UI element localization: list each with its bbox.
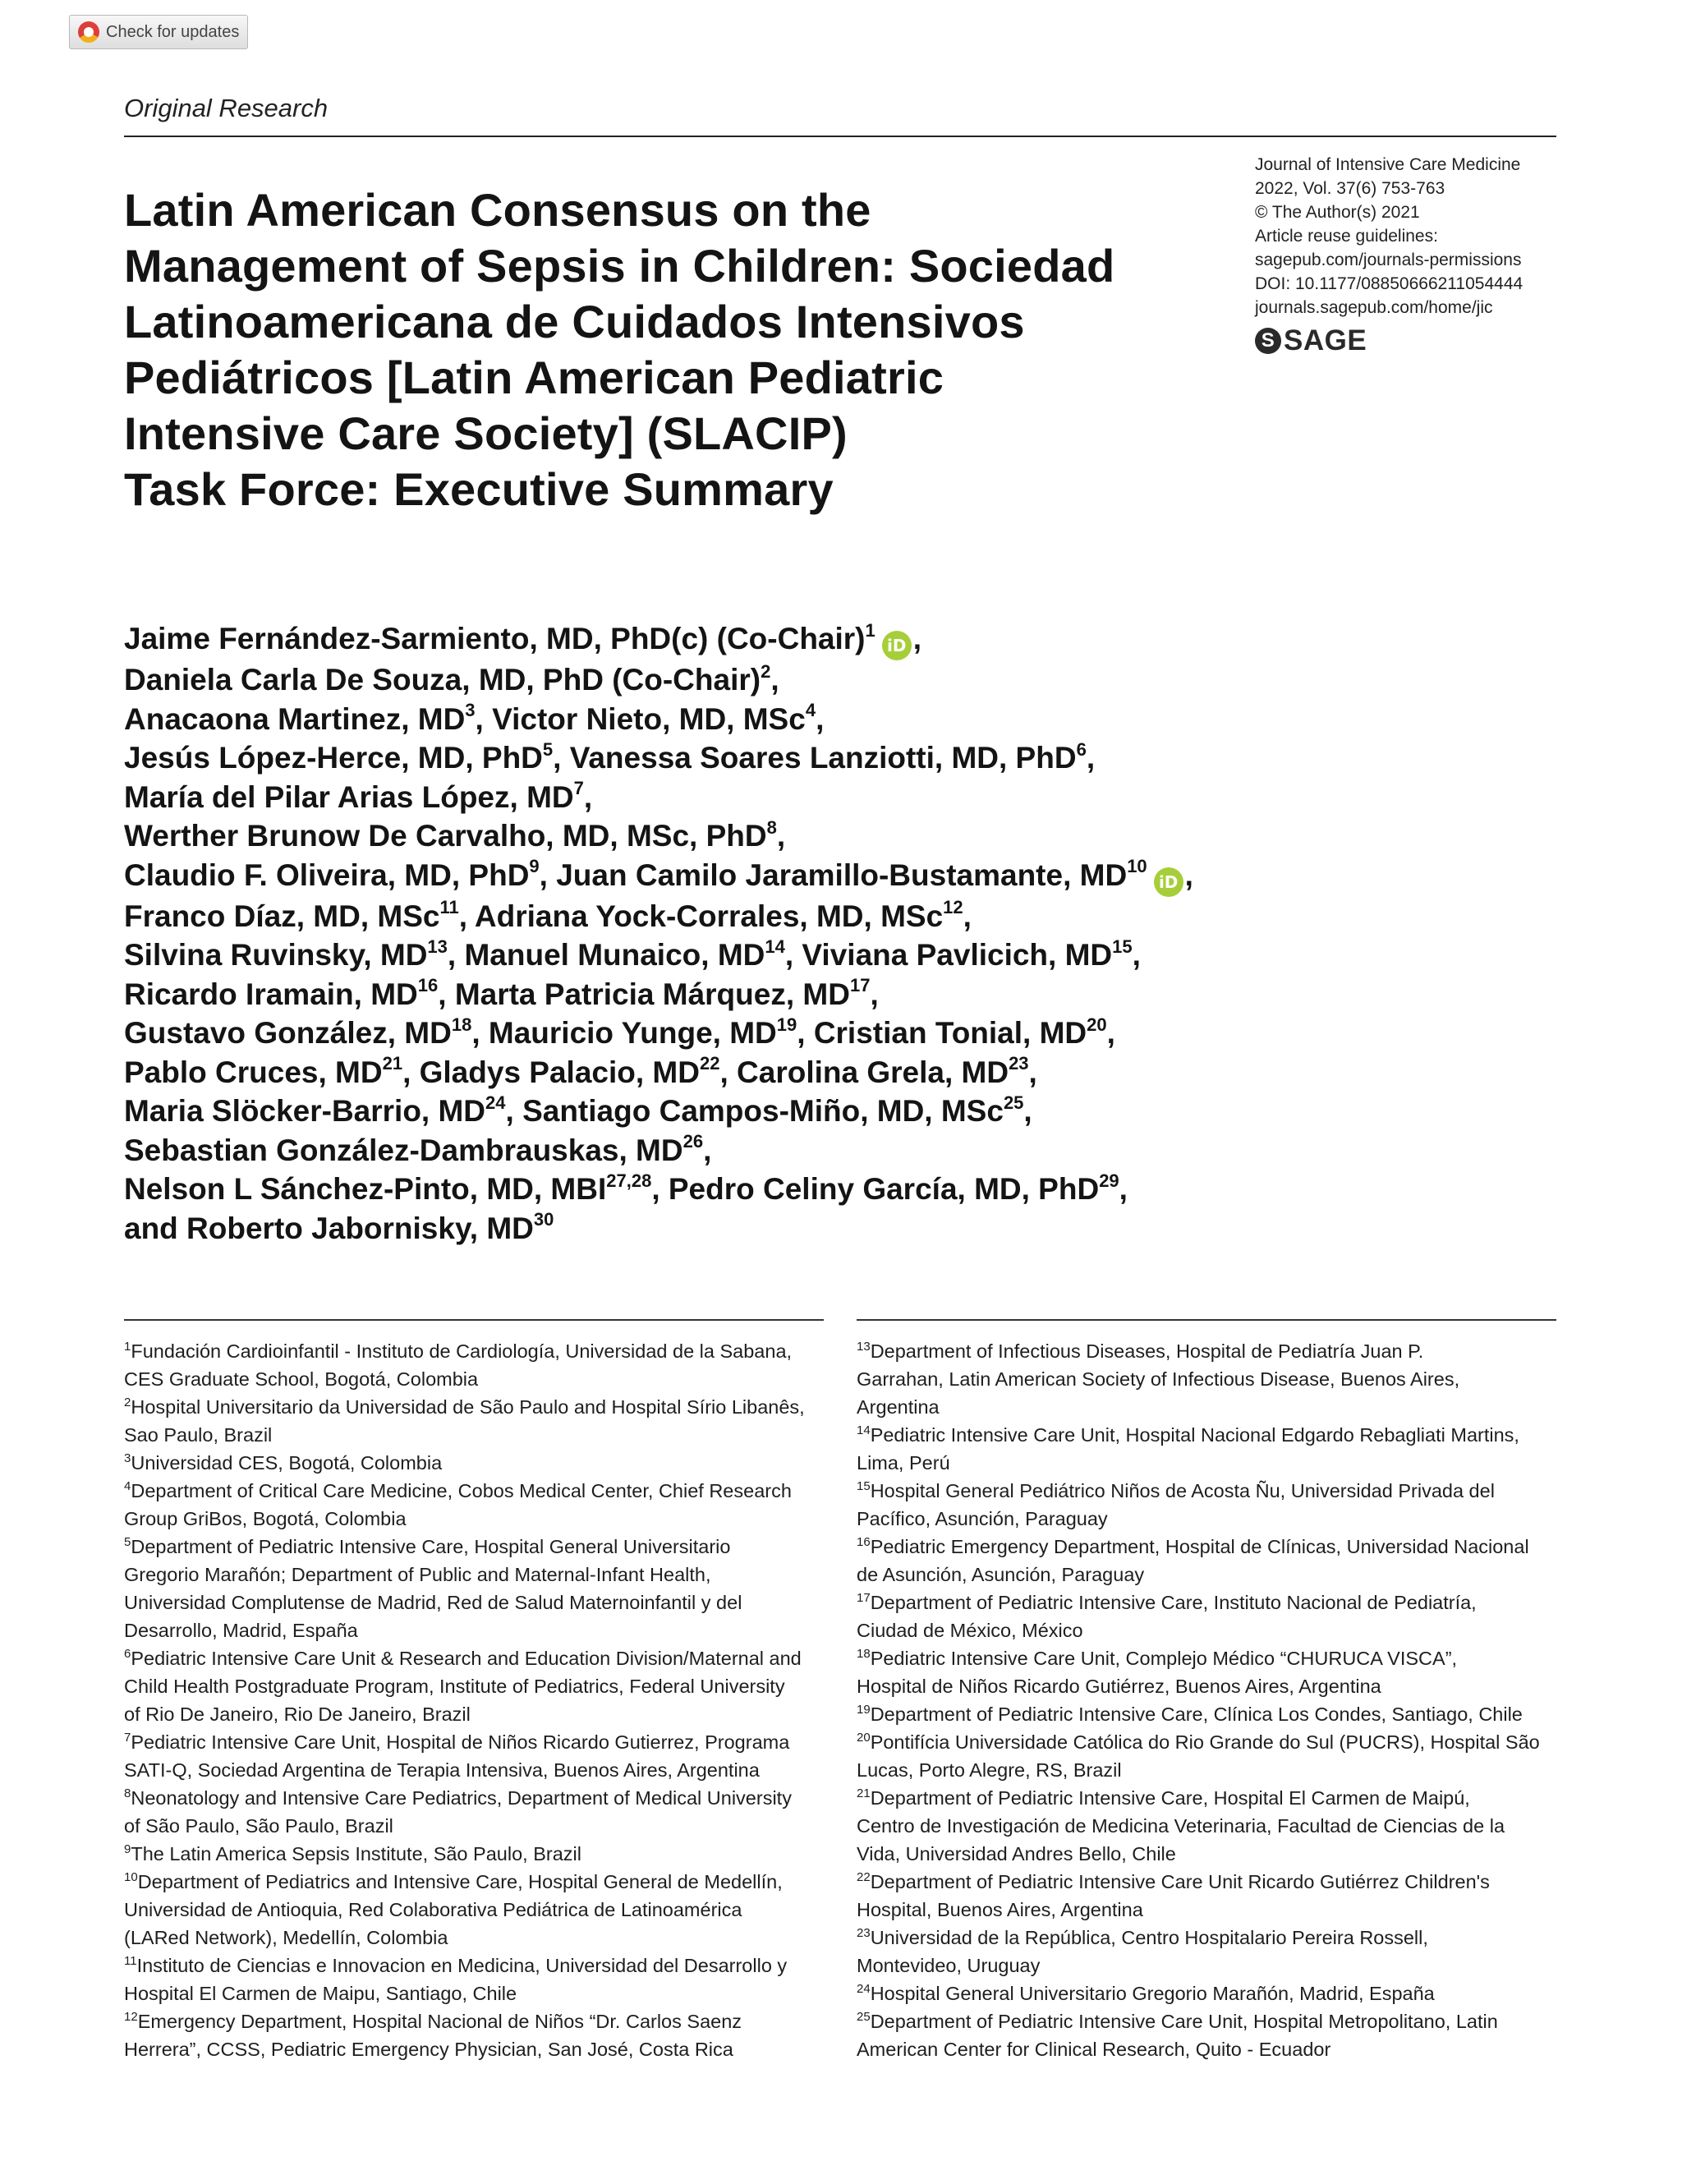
affiliation-entry — [124, 1784, 830, 1840]
affiliation-text: Fundación Cardioinfantil - Instituto de Cardiología, Universidad de la Sabana, — [131, 1340, 793, 1362]
affiliation-text: Department of Pediatrics and Intensive Care, Hospital General de Medellín, — [137, 1871, 783, 1892]
affiliation-entry — [857, 1728, 1563, 1784]
affiliation-text: Ciudad de México, México — [857, 1620, 1083, 1641]
author-name: Claudio F. Oliveira, MD, PhD — [124, 858, 530, 892]
affiliation-text: Hospital, Buenos Aires, Argentina — [857, 1899, 1143, 1920]
affiliation-marker: 20 — [1087, 1014, 1107, 1035]
affiliation-marker: 2 — [761, 660, 771, 682]
affiliation-text: Neonatology and Intensive Care Pediatrics, Department of Medical University — [131, 1787, 792, 1809]
affiliation-number: 22 — [857, 1870, 871, 1885]
affiliations-divider-right — [857, 1319, 1556, 1321]
author-name: Gladys Palacio, MD — [419, 1055, 700, 1089]
author-line: Werther Brunow De Carvalho, MD, MSc, PhD$^8$, — [124, 816, 786, 853]
sage-logo-text: SAGE — [1284, 324, 1367, 356]
copyright-notice: © The Author(s) 2021 — [1255, 203, 1420, 222]
affiliation-entry — [857, 1337, 1563, 1421]
affiliation-entry — [124, 1477, 830, 1533]
author-line: Silvina Ruvinsky, MD$^{13}$, Manuel Munaico, MD$^{14}$, Viviana Pavlicich, MD$^{15}$, — [124, 936, 1141, 972]
author-line: Claudio F. Oliveira, MD, PhD$^9$, Juan Camilo Jaramillo-Bustamante, MD$^{10}$iD , — [124, 856, 1257, 897]
affiliation-number: 16 — [857, 1535, 871, 1550]
author-name: María del Pilar Arias López, MD — [124, 779, 574, 814]
author-line: Sebastian González-Dambrauskas, MD$^{26}$, — [124, 1131, 712, 1167]
author-line: Jesús López-Herce, MD, PhD$^5$, Vanessa Soares Lanziotti, MD, PhD$^6$, — [124, 738, 1096, 775]
author-line: María del Pilar Arias López, $MD^7$, — [124, 778, 593, 814]
author-name: Manuel Munaico, MD — [464, 938, 765, 972]
author-name: Anacaona Martinez, MD — [124, 701, 466, 736]
author-name: Maria Slöcker-Barrio, MD — [124, 1094, 486, 1128]
affiliation-entry — [857, 1644, 1563, 1700]
affiliation-marker: 8 — [766, 816, 777, 838]
affiliation-marker: 9 — [529, 856, 540, 877]
author-list — [124, 619, 1257, 1248]
check-for-updates-button[interactable] — [69, 15, 248, 49]
affiliation-text: Pediatric Intensive Care Unit, Hospital Nacional Edgardo Rebagliati Martins, — [870, 1424, 1519, 1446]
affiliation-text: Montevideo, Uruguay — [857, 1955, 1041, 1976]
orcid-icon[interactable]: iD — [882, 631, 912, 660]
affiliation-text: Child Health Postgraduate Program, Institute of Pediatrics, Federal University — [124, 1676, 785, 1697]
affiliation-marker: 1 — [865, 619, 875, 641]
title-line: Intensive Care Society] (SLACIP) — [124, 407, 848, 459]
affiliation-text: Department of Infectious Diseases, Hospital de Pediatría Juan P. — [870, 1340, 1424, 1362]
title-line: Pediátricos [Latin American Pediatric — [124, 352, 944, 403]
affiliation-text: Argentina — [857, 1396, 940, 1418]
affiliation-text: Universidad de Antioquia, Red Colaborativa Pediátrica de Latinoamérica — [124, 1899, 742, 1920]
affiliation-text: Instituto de Ciencias e Innovacion en Medicina, Universidad del Desarrollo y — [136, 1955, 788, 1976]
affiliation-text: Hospital General Pediátrico Niños de Acosta Ñu, Universidad Privada del — [870, 1480, 1495, 1501]
affiliation-number: 17 — [857, 1591, 871, 1606]
author-name: Franco Díaz, MD, MSc — [124, 899, 440, 933]
affiliation-text: Department of Critical Care Medicine, Cobos Medical Center, Chief Research — [131, 1480, 792, 1501]
affiliation-marker: 30 — [533, 1209, 554, 1230]
affiliation-text: American Center for Clinical Research, Quito - Ecuador — [857, 2039, 1331, 2060]
affiliation-number: 19 — [857, 1703, 871, 1717]
author-name: Carolina Grela, MD — [737, 1055, 1009, 1089]
journal-name: Journal of Intensive Care Medicine — [1255, 155, 1521, 174]
crossmark-icon — [78, 21, 99, 43]
affiliation-text: de Asunción, Asunción, Paraguay — [857, 1564, 1145, 1585]
author-name: Nelson L Sánchez-Pinto, MD, MBI — [124, 1172, 607, 1206]
author-line: Pablo Cruces, MD$^{21}$, Gladys Palacio, MD$^{22}$, Carolina Grela, MD$^{23}$, — [124, 1053, 1037, 1089]
affiliation-number: 9 — [124, 1842, 131, 1857]
affiliation-marker: 7 — [573, 778, 584, 799]
affiliation-entry — [857, 1589, 1563, 1644]
author-name: Pablo Cruces, MD — [124, 1055, 383, 1089]
affiliation-marker: 10 — [1127, 856, 1147, 877]
affiliation-text: of São Paulo, São Paulo, Brazil — [124, 1815, 393, 1837]
affiliation-entry — [124, 1393, 830, 1449]
affiliation-marker: 14 — [765, 936, 785, 957]
affiliation-entry — [124, 1728, 830, 1784]
affiliation-text: Hospital Universitario da Universidad de São Paulo and Hospital Sírio Libanês, — [131, 1396, 805, 1418]
affiliation-text: Pontifícia Universidade Católica do Rio Grande do Sul (PUCRS), Hospital São — [870, 1731, 1540, 1753]
title-line: Management of Sepsis in Children: Sociedad — [124, 240, 1115, 292]
author-name: Jesús López-Herce, MD, PhD — [124, 741, 543, 775]
affiliation-text: Sao Paulo, Brazil — [124, 1424, 273, 1446]
author-name: Juan Camilo Jaramillo-Bustamante, MD — [556, 858, 1128, 892]
affiliation-marker: 22 — [699, 1053, 720, 1074]
affiliation-marker: 21 — [382, 1053, 403, 1074]
affiliation-number: 7 — [124, 1731, 131, 1745]
affiliation-text: Group GriBos, Bogotá, Colombia — [124, 1508, 407, 1529]
author-line: Anacaona Martinez, $MD^3$, Victor Nieto, MD, MSc$^4$, — [124, 700, 825, 736]
author-line: Ricardo Iramain, MD$^{16}$, Marta Patricia Márquez, MD$^{17}$, — [124, 975, 879, 1011]
affiliation-marker: 19 — [776, 1014, 797, 1035]
affiliation-text: Emergency Department, Hospital Nacional de Niños “Dr. Carlos Saenz — [137, 2011, 742, 2032]
author-line: Maria Slöcker-Barrio, MD$^{24}$, Santiago Campos-Miño, MD, MSc$^{25}$, — [124, 1092, 1032, 1128]
author-name: Daniela Carla De Souza, MD, PhD (Co-Chair) — [124, 663, 761, 697]
affiliation-text: Pediatric Intensive Care Unit, Complejo Médico “CHURUCA VISCA”, — [870, 1648, 1458, 1669]
affiliation-text: Pediatric Intensive Care Unit, Hospital de Niños Ricardo Gutierrez, Programa — [131, 1731, 790, 1753]
affiliation-entry — [857, 1784, 1563, 1868]
author-name: Gustavo González, MD — [124, 1016, 452, 1050]
author-name: Marta Patricia Márquez, MD — [454, 977, 850, 1011]
affiliation-number: 10 — [124, 1870, 138, 1885]
affiliation-text: Department of Pediatric Intensive Care Unit, Hospital Metropolitano, Latin — [870, 2011, 1498, 2032]
affiliation-marker: 26 — [682, 1131, 704, 1152]
affiliation-number: 2 — [124, 1395, 131, 1410]
affiliation-number: 23 — [857, 1926, 871, 1941]
affiliation-marker: 11 — [439, 897, 459, 918]
article-title — [124, 182, 1192, 517]
author-name: Werther Brunow De Carvalho, MD, MSc, PhD — [124, 819, 767, 853]
affiliation-entry — [124, 1840, 830, 1868]
sage-logo-mark-icon: S — [1255, 328, 1281, 354]
doi[interactable]: DOI: 10.1177/08850666211054444 — [1255, 274, 1523, 293]
affiliation-number: 5 — [124, 1535, 131, 1550]
affiliation-text: of Rio De Janeiro, Rio De Janeiro, Brazil — [124, 1704, 471, 1725]
affiliation-text: Hospital El Carmen de Maipu, Santiago, Chile — [124, 1983, 517, 2004]
affiliation-number: 18 — [857, 1647, 871, 1662]
affiliation-text: CES Graduate School, Bogotá, Colombia — [124, 1368, 479, 1390]
affiliation-marker: 17 — [849, 975, 871, 996]
affiliation-entry — [857, 1700, 1563, 1728]
title-line: Latinoamericana de Cuidados Intensivos — [124, 296, 1025, 347]
affiliation-entry — [124, 1337, 830, 1393]
affiliation-text: Universidad CES, Bogotá, Colombia — [131, 1452, 443, 1474]
affiliation-entry — [857, 1421, 1563, 1477]
affiliations-divider-left — [124, 1319, 824, 1321]
reuse-guidelines-label: Article reuse guidelines: — [1255, 227, 1438, 246]
affiliation-number: 15 — [857, 1479, 871, 1494]
affiliation-number: 1 — [124, 1340, 131, 1354]
affiliation-number: 8 — [124, 1786, 131, 1801]
section-label: Original Research — [124, 94, 329, 122]
affiliation-entry — [857, 1477, 1563, 1533]
author-name: Sebastian González-Dambrauskas, MD — [124, 1133, 683, 1167]
author-line: Franco Díaz, MD, MSc$^{11}$, Adriana Yock-Corrales, MD, MSc$^{12}$, — [124, 897, 972, 933]
author-name: Santiago Campos-Miño, MD, MSc — [522, 1094, 1004, 1128]
affiliation-text: Vida, Universidad Andres Bello, Chile — [857, 1843, 1176, 1864]
journal-metadata — [1255, 153, 1523, 320]
affiliation-marker: 27,28 — [606, 1170, 652, 1191]
check-for-updates-label: Check for updates — [106, 22, 240, 41]
affiliation-number: 21 — [857, 1786, 871, 1801]
affiliation-text: Lucas, Porto Alegre, RS, Brazil — [857, 1759, 1122, 1781]
journal-homepage-link[interactable]: journals.sagepub.com/home/jic — [1255, 298, 1493, 317]
affiliation-number: 4 — [124, 1479, 131, 1494]
affiliation-text: Department of Pediatric Intensive Care Unit Ricardo Gutiérrez Children's — [870, 1871, 1490, 1892]
affiliation-number: 13 — [857, 1340, 871, 1354]
author-name: Viviana Pavlicich, MD — [802, 938, 1113, 972]
affiliation-entry — [857, 1924, 1563, 1979]
affiliation-text: Pediatric Emergency Department, Hospital de Clínicas, Universidad Nacional — [870, 1536, 1529, 1557]
affiliation-text: Garrahan, Latin American Society of Infectious Disease, Buenos Aires, — [857, 1368, 1460, 1390]
affiliation-number: 3 — [124, 1451, 131, 1466]
author-name: Silvina Ruvinsky, MD — [124, 938, 428, 972]
affiliation-marker: 12 — [943, 897, 963, 918]
affiliation-marker: 24 — [485, 1092, 506, 1113]
affiliation-text: Herrera”, CCSS, Pediatric Emergency Physician, San José, Costa Rica — [124, 2039, 733, 2060]
affiliation-number: 6 — [124, 1647, 131, 1662]
affiliation-marker: 3 — [465, 700, 476, 721]
affiliation-text: Department of Pediatric Intensive Care, Hospital El Carmen de Maipú, — [870, 1787, 1470, 1809]
permissions-link[interactable]: sagepub.com/journals-permissions — [1255, 251, 1522, 269]
author-name: Mauricio Yunge, MD — [488, 1016, 777, 1050]
affiliation-marker: 13 — [427, 936, 448, 957]
author-name: Jaime Fernández-Sarmiento, MD, PhD(c) (Co-Chair) — [124, 622, 866, 655]
affiliation-entry — [124, 1449, 830, 1477]
affiliation-marker: 4 — [805, 700, 816, 721]
affiliation-marker: 29 — [1099, 1170, 1119, 1191]
affiliation-marker: 5 — [542, 738, 554, 760]
journal-volume: 2022, Vol. 37(6) 753-763 — [1255, 179, 1445, 198]
affiliation-text: Pediatric Intensive Care Unit & Research and Education Division/Maternal and — [131, 1648, 802, 1669]
author-name: Victor Nieto, MD, MSc — [492, 701, 806, 736]
affiliation-number: 20 — [857, 1731, 871, 1745]
affiliation-marker: 6 — [1076, 738, 1087, 760]
affiliation-number: 11 — [124, 1954, 137, 1969]
author-name: Ricardo Iramain, MD — [124, 977, 418, 1011]
affiliations-column-right — [857, 1337, 1563, 2063]
affiliation-entry — [857, 1533, 1563, 1589]
author-name: and Roberto Jabornisky, MD — [124, 1211, 534, 1245]
author-line: Gustavo González, MD$^{18}$, Mauricio Yunge, MD$^{19}$, Cristian Tonial, MD$^{20}$, — [124, 1014, 1115, 1050]
author-line — [124, 1209, 1257, 1248]
author-name: Pedro Celiny García, MD, PhD — [668, 1172, 1100, 1206]
affiliation-text: The Latin America Sepsis Institute, São Paulo, Brazil — [131, 1843, 581, 1864]
author-name: Adriana Yock-Corrales, MD, MSc — [474, 899, 944, 933]
affiliation-entry — [124, 2007, 830, 2063]
affiliation-text: Gregorio Marañón; Department of Public and Maternal-Infant Health, — [124, 1564, 711, 1585]
affiliation-marker: 18 — [451, 1014, 472, 1035]
affiliation-entry — [124, 1952, 830, 2007]
sage-logo — [1255, 324, 1367, 357]
affiliation-entry — [124, 1533, 830, 1644]
affiliation-number: 14 — [857, 1423, 871, 1438]
header-divider — [124, 136, 1556, 137]
author-name: Vanessa Soares Lanziotti, MD, PhD — [569, 741, 1077, 775]
affiliation-text: Hospital General Universitario Gregorio Marañón, Madrid, España — [870, 1983, 1435, 2004]
affiliation-number: 25 — [857, 2010, 871, 2025]
affiliation-text: Universidad de la República, Centro Hospitalario Pereira Rossell, — [870, 1927, 1428, 1948]
affiliation-marker: 25 — [1003, 1092, 1024, 1113]
affiliation-number: 12 — [124, 2010, 138, 2025]
affiliation-entry — [857, 1979, 1563, 2007]
affiliation-text: SATI-Q, Sociedad Argentina de Terapia Intensiva, Buenos Aires, Argentina — [124, 1759, 760, 1781]
affiliation-number: 24 — [857, 1982, 871, 1997]
author-line: Jaime Fernández-Sarmiento, MD, PhD(c) (Co-Chair)$^1$iD , — [124, 619, 1257, 660]
affiliation-entry — [857, 2007, 1563, 2063]
author-line: Daniela Carla De Souza, MD, PhD (Co-Chair)$^2$, — [124, 660, 779, 697]
affiliation-entry — [124, 1644, 830, 1728]
affiliation-marker: 15 — [1112, 936, 1133, 957]
affiliation-text: Centro de Investigación de Medicina Veterinaria, Facultad de Ciencias de la — [857, 1815, 1505, 1837]
affiliation-text: Pacífico, Asunción, Paraguay — [857, 1508, 1108, 1529]
affiliation-entry — [124, 1868, 830, 1952]
affiliation-text: Universidad Complutense de Madrid, Red de Salud Maternoinfantil y del — [124, 1592, 742, 1613]
affiliation-text: Department of Pediatric Intensive Care, Clínica Los Condes, Santiago, Chile — [870, 1704, 1523, 1725]
affiliation-text: Hospital de Niños Ricardo Gutiérrez, Buenos Aires, Argentina — [857, 1676, 1381, 1697]
author-line: Nelson L Sánchez-Pinto, MD, MBI$^{27,28}$, Pedro Celiny García, MD, PhD$^{29}$, — [124, 1170, 1128, 1206]
affiliation-text: Department of Pediatric Intensive Care, Hospital General Universitario — [131, 1536, 731, 1557]
affiliation-entry — [857, 1868, 1563, 1924]
orcid-icon[interactable]: iD — [1154, 867, 1183, 897]
affiliation-text: Department of Pediatric Intensive Care, Instituto Nacional de Pediatría, — [870, 1592, 1477, 1613]
affiliation-marker: 23 — [1009, 1053, 1029, 1074]
affiliation-text: (LARed Network), Medellín, Colombia — [124, 1927, 448, 1948]
affiliations-column-left — [124, 1337, 830, 2063]
affiliation-marker: 16 — [417, 975, 439, 996]
affiliation-text: Desarrollo, Madrid, España — [124, 1620, 358, 1641]
author-name: Cristian Tonial, MD — [813, 1016, 1087, 1050]
title-line: Latin American Consensus on the — [124, 184, 871, 236]
title-line: Task Force: Executive Summary — [124, 463, 834, 515]
affiliation-text: Lima, Perú — [857, 1452, 950, 1474]
